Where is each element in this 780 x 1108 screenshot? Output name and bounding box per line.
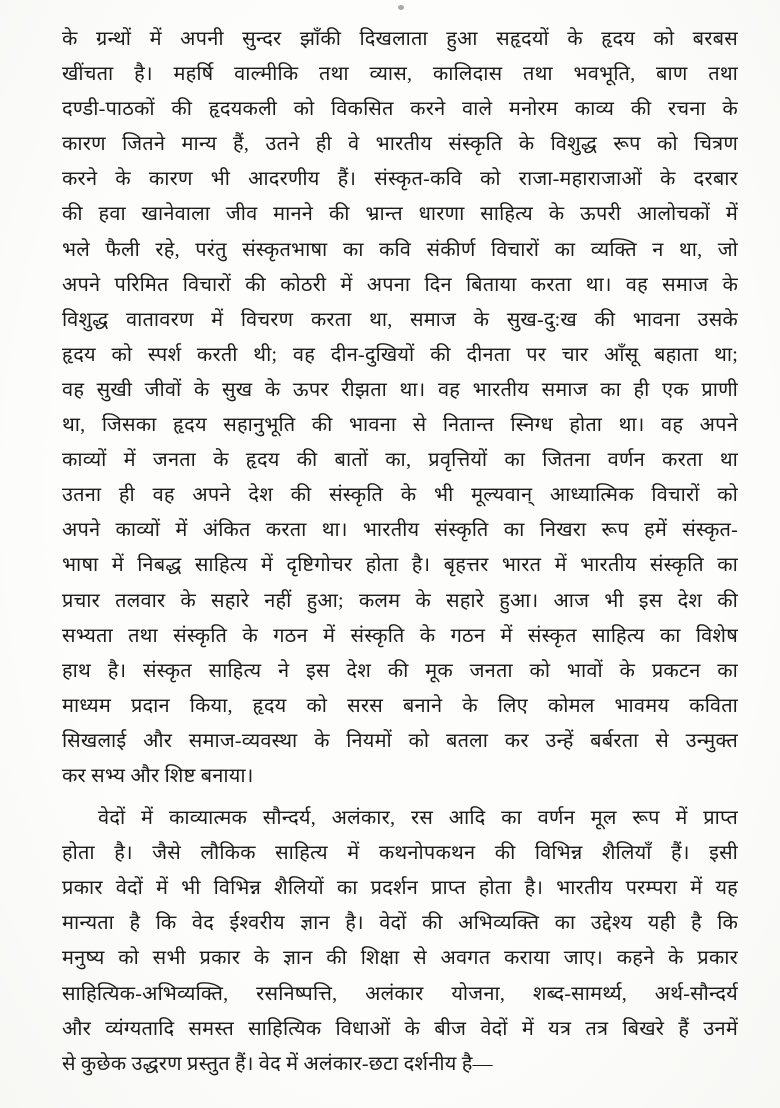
- text-line: था, जिसका हृदय सहानुभूति की भावना से नितान्त स्निग्ध होता था। वह अपने: [62, 414, 738, 437]
- paragraph-2: [62, 801, 738, 1082]
- text-line: वह सुखी जीवों के सुख के ऊपर रीझता था। वह भारतीय समाज का ही एक प्राणी: [62, 378, 738, 401]
- text-line: विशुद्ध वातावरण में विचरण करता था, समाज के सुख-दु:ख की भावना उसके: [62, 308, 738, 331]
- text-line: सभ्यता तथा संस्कृति के गठन में संस्कृति के गठन में संस्कृत साहित्य का विशेष: [62, 624, 738, 647]
- text-line: अपने परिमित विचारों की कोठरी में अपना दिन बिताया करता था। वह समाज के: [62, 273, 738, 296]
- text-line: होता है। जैसे लौकिक साहित्य में कथनोपकथन की विभिन्न शैलियाँ हैं। इसी: [62, 842, 738, 865]
- text-line: दण्डी-पाठकों की हृदयकली को विकसित करने वाले मनोरम काव्य की रचना के: [62, 98, 738, 121]
- text-line: खींचता है। महर्षि वाल्मीकि तथा व्यास, कालिदास तथा भवभूति, बाण तथा: [62, 63, 738, 86]
- text-line: करने के कारण भी आदरणीय हैं। संस्कृत-कवि को राजा-महाराजाओं के दरबार: [62, 168, 738, 191]
- text-line: कारण जितने मान्य हैं, उतने ही वे भारतीय संस्कृति के विशुद्ध रूप को चित्रण: [62, 133, 738, 156]
- text-line: के ग्रन्थों में अपनी सुन्दर झाँकी दिखलाता हुआ सहृदयों के हृदय को बरबस: [62, 28, 738, 50]
- text-line: वेदों में काव्यात्मक सौन्दर्य, अलंकार, रस आदि का वर्णन मूल रूप में प्राप्त: [98, 807, 738, 830]
- text-line: भले फैली रहे, परंतु संस्कृतभाषा का कवि संकीर्ण विचारों का व्यक्ति न था, जो: [62, 238, 738, 261]
- text-line: माध्यम प्रदान किया, हृदय को सरस बनाने के लिए कोमल भावमय कविता: [62, 694, 738, 717]
- text-line: हाथ है। संस्कृत साहित्य ने इस देश की मूक जनता को भावों के प्रकटन का: [62, 659, 738, 682]
- text-line: अपने काव्यों में अंकित करता था। भारतीय संस्कृति का निखरा रूप हमें संस्कृत-: [62, 519, 738, 542]
- text-line: कर सभ्य और शिष्ट बनाया।: [62, 764, 254, 787]
- text-line: मान्यता है कि वेद ईश्वरीय ज्ञान है। वेदों की अभिव्यक्ति का उद्देश्य यही है कि: [62, 912, 738, 935]
- text-line: की हवा खानेवाला जीव मानने की भ्रान्त धारणा साहित्य के ऊपरी आलोचकों में: [62, 203, 738, 226]
- text-line: साहित्यिक-अभिव्यक्ति, रसनिष्पत्ति, अलंकार योजना, शब्द-सामर्थ्य, अर्थ-सौन्दर्य: [62, 982, 738, 1005]
- text-line: सिखलाई और समाज-व्यवस्था के नियमों को बतला कर उन्हें बर्बरता से उन्मुक्त: [62, 729, 738, 752]
- text-line: काव्यों में जनता के हृदय की बातों का, प्रवृत्तियों का जितना वर्णन करता था: [62, 449, 738, 472]
- text-line: भाषा में निबद्ध साहित्य में दृष्टिगोचर होता है। बृहत्तर भारत में भारतीय संस्कृति का: [62, 554, 738, 577]
- text-line: मनुष्य को सभी प्रकार के ज्ञान की शिक्षा से अवगत कराया जाए। कहने के प्रकार: [62, 947, 738, 970]
- text-line: से कुछेक उद्धरण प्रस्तुत हैं। वेद में अलंकार-छटा दर्शनीय है—: [62, 1052, 493, 1075]
- text-line: और व्यंग्यतादि समस्त साहित्यिक विधाओं के बीज वेदों में यत्र तत्र बिखरे हैं उनमें: [62, 1017, 738, 1040]
- text-line: प्रकार वेदों में भी विभिन्न शैलियों का प्रदर्शन प्राप्त होता है। भारतीय परम्परा में यह: [62, 877, 738, 900]
- text-line: प्रचार तलवार के सहारे नहीं हुआ; कलम के सहारे हुआ। आज भी इस देश की: [62, 589, 738, 612]
- text-line: उतना ही वह अपने देश की संस्कृति के भी मूल्यवान् आध्यात्मिक विचारों को: [62, 484, 738, 507]
- text-line: हृदय को स्पर्श करती थी; वह दीन-दुखियों की दीनता पर चार आँसू बहाता था;: [62, 343, 738, 366]
- paragraph-1: [62, 22, 738, 794]
